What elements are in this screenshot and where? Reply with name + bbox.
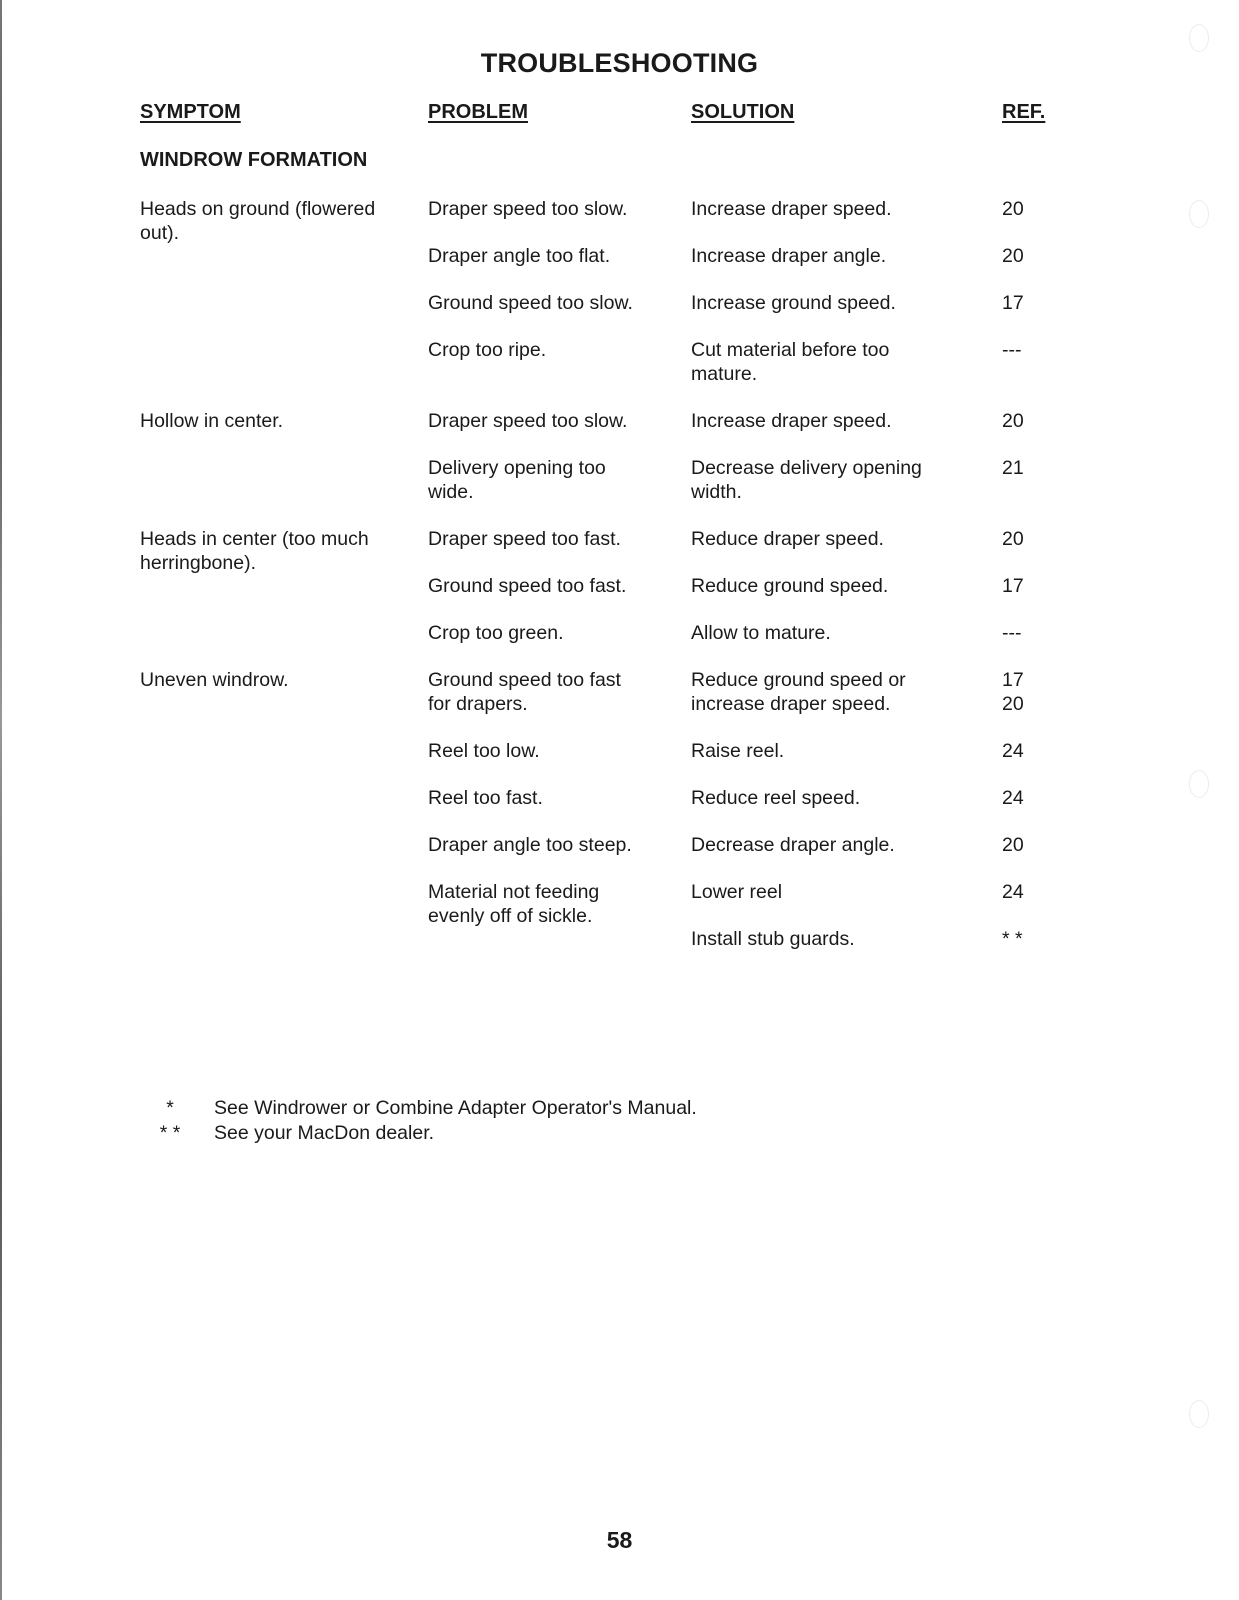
solution-cell: Decrease delivery opening width. [691, 457, 922, 503]
ref-column-header: REF. [1002, 101, 1046, 123]
ref-cell: 24 [1002, 740, 1024, 762]
problem-cell: Reel too low. [428, 740, 540, 762]
ref-cell: 20 [1002, 834, 1024, 856]
ref-cell: 17 [1002, 292, 1024, 314]
problem-cell: Reel too fast. [428, 787, 543, 809]
ref-cell: 20 [1002, 410, 1024, 432]
solution-cell: Increase ground speed. [691, 292, 896, 314]
symptom-cell: Heads in center (too much herringbone). [140, 528, 369, 574]
problem-cell: Crop too green. [428, 622, 564, 644]
solution-cell: Reduce ground speed. [691, 575, 889, 597]
solution-cell: Raise reel. [691, 740, 785, 762]
problem-column-header: PROBLEM [428, 101, 528, 123]
problem-cell: Draper speed too slow. [428, 198, 628, 220]
problem-cell: Draper speed too slow. [428, 410, 628, 432]
ref-cell: 17 [1002, 575, 1024, 597]
solution-cell: Reduce draper speed. [691, 528, 884, 550]
problem-cell: Draper angle too steep. [428, 834, 632, 856]
problem-cell: Ground speed too fast. [428, 575, 627, 597]
problem-cell: Delivery opening too wide. [428, 457, 606, 503]
problem-cell: Draper speed too fast. [428, 528, 621, 550]
ref-cell: 20 [1002, 198, 1024, 220]
solution-cell: Increase draper speed. [691, 198, 892, 220]
solution-cell: Increase draper speed. [691, 410, 892, 432]
footnote-text: See Windrower or Combine Adapter Operator's Manual. [214, 1097, 697, 1119]
symptom-cell: Heads on ground (flowered out). [140, 198, 376, 244]
ref-cell: --- [1002, 339, 1022, 361]
problem-cell: Material not feeding evenly off of sickle. [428, 881, 600, 927]
solution-column-header: SOLUTION [691, 101, 795, 123]
ref-cell: 21 [1002, 457, 1024, 479]
page-number: 58 [606, 1527, 633, 1553]
solution-cell: Decrease draper angle. [691, 834, 895, 856]
problem-cell: Ground speed too slow. [428, 292, 633, 314]
solution-cell: Increase draper angle. [691, 245, 887, 267]
punch-hole-shadow [1189, 770, 1209, 798]
page-title: TROUBLESHOOTING [480, 48, 759, 78]
solution-cell: Reduce ground speed or increase draper speed. [691, 669, 906, 715]
symptom-cell: Hollow in center. [140, 410, 284, 432]
problem-cell: Draper angle too flat. [428, 245, 611, 267]
section-title-windrow-formation: WINDROW FORMATION [140, 149, 368, 171]
solution-cell: Install stub guards. [691, 928, 855, 950]
symptom-cell: Uneven windrow. [140, 669, 289, 691]
ref-cell: * * [1002, 928, 1023, 950]
punch-hole-shadow [1189, 24, 1209, 52]
solution-cell: Allow to mature. [691, 622, 831, 644]
solution-cell: Lower reel [691, 881, 783, 903]
ref-cell: 17 20 [1002, 669, 1024, 715]
symptom-column-header: SYMPTOM [140, 101, 241, 123]
page-binding-edge [0, 0, 2, 1600]
ref-cell: 24 [1002, 787, 1024, 809]
solution-cell: Reduce reel speed. [691, 787, 861, 809]
ref-cell: 20 [1002, 245, 1024, 267]
footnote-mark: * [166, 1097, 174, 1119]
solution-cell: Cut material before too mature. [691, 339, 890, 385]
problem-cell: Crop too ripe. [428, 339, 547, 361]
footnote-text: See your MacDon dealer. [214, 1122, 435, 1144]
punch-hole-shadow [1189, 200, 1209, 228]
ref-cell: 24 [1002, 881, 1024, 903]
problem-cell: Ground speed too fast for drapers. [428, 669, 621, 715]
footnote-mark: * * [159, 1122, 181, 1144]
punch-hole-shadow [1189, 1400, 1209, 1428]
ref-cell: 20 [1002, 528, 1024, 550]
ref-cell: --- [1002, 622, 1022, 644]
